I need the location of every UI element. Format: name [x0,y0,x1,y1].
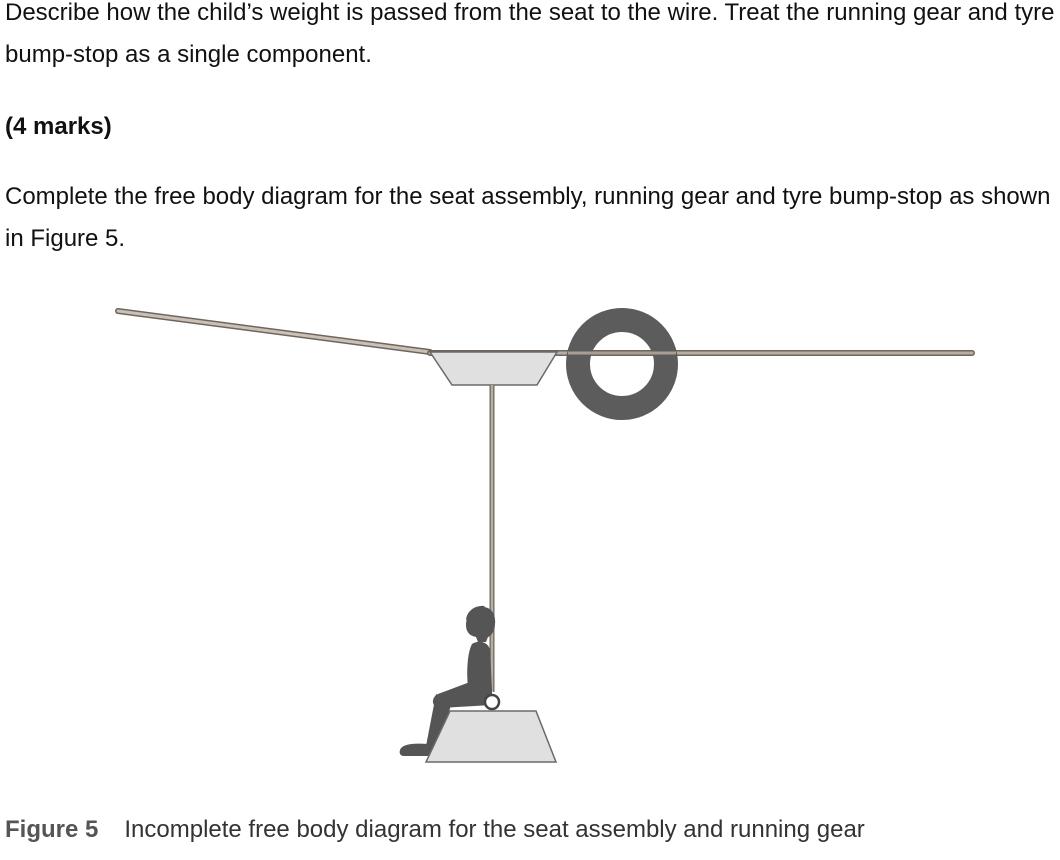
marks-label: (4 marks) [5,113,112,140]
tyre-bump-stop [568,320,676,408]
sloped-wire [118,311,430,352]
question-instruction-text: Complete the free body diagram for the seat assembly, running gear and tyre bump-stop as shown in Figure 5. [5,183,1051,252]
figure-caption-text: Incomplete free body diagram for the seat assembly and running gear [124,816,865,843]
running-gear-trolley [430,352,557,385]
figure-number: Figure 5 [5,816,99,843]
question-describe-text: Describe how the child’s weight is passed from the seat to the wire. Treat the running gear and tyre bump-stop as a single component. [5,0,1055,68]
figure-caption [5,812,865,848]
seat-ring [485,695,499,709]
